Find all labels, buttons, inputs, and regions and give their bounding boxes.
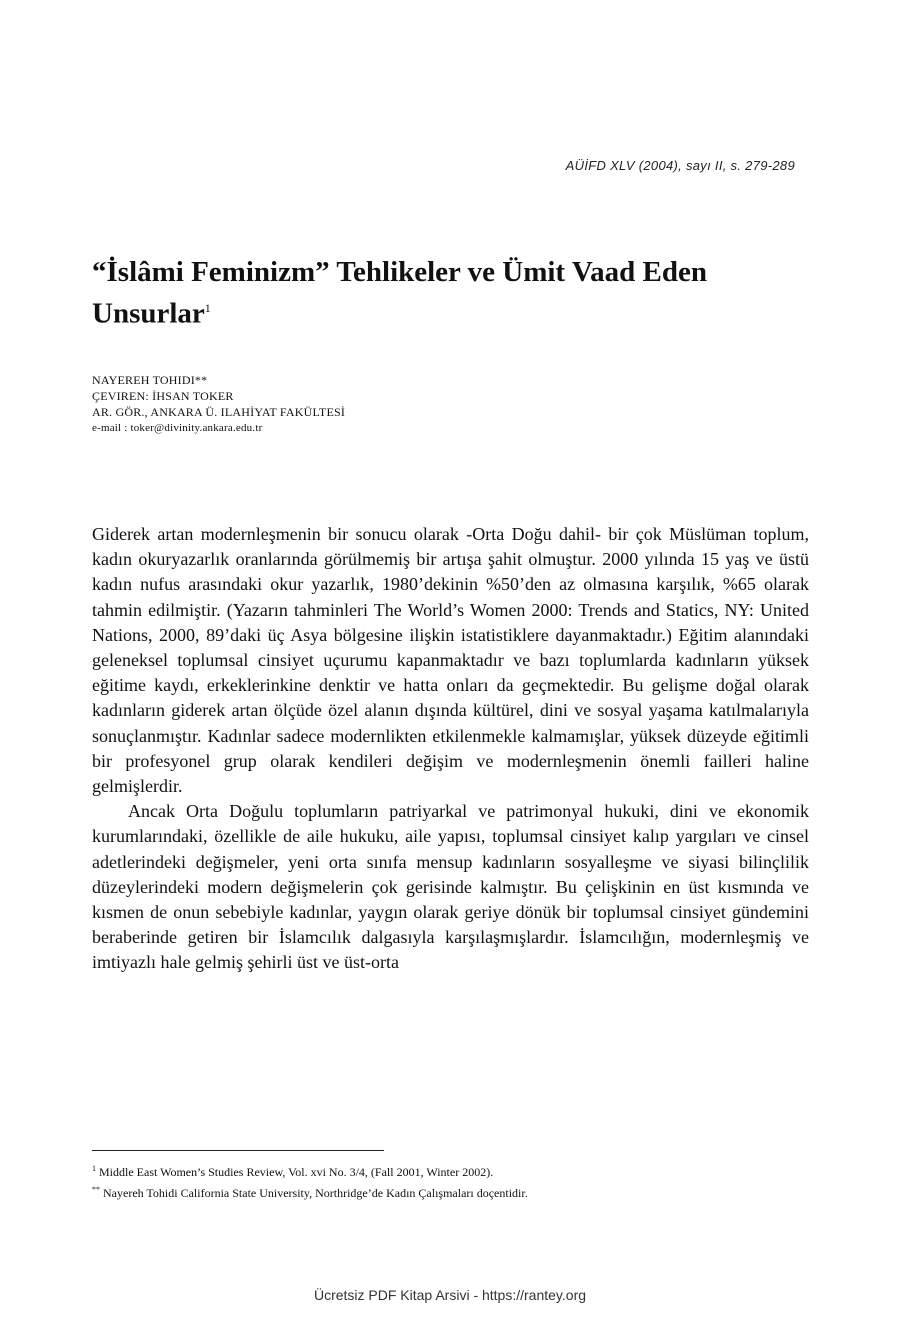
body-paragraph-2: Ancak Orta Doğulu toplumların patriyarkal ve patrimonyal hukuki, dini ve ekonomik kurumlarındaki, özellikle de aile hukuku, aile yapısı, toplumsal cinsiyet kalıp yargıları ve cinsel adetlerindeki değişmeler, yeni orta sınıfa mensup kadınların sosyalleşme ve siyasi bilinçlilik düzeylerindeki modern değişmelerin çok gerisinde kalmıştır. Bu çelişkinin en üst kısmında ve kısmen de onun sebebiyle kadınlar, yaygın olarak geriye dönük bir toplumsal cinsiyet gündemini beraberinde getiren bir İslamcılık dalgasıyla karşılaşmışlardır. İslamcılığın, modernleşmiş ve imtiyazlı hale gelmiş şehirli üst ve üst-orta <box>92 801 809 973</box>
footnote-1-text: Middle East Women’s Studies Review, Vol. xvi No. 3/4, (Fall 2001, Winter 2002). <box>99 1165 494 1179</box>
translator-affiliation: AR. GÖR., ANKARA Ü. ILAHİYAT FAKÜLTESİ <box>92 405 346 419</box>
body-paragraph-1: Giderek artan modernleşmenin bir sonucu olarak -Orta Doğu dahil- bir çok Müslüman toplum, kadın okuryazarlık oranlarında görülmemiş bir artışa şahit olmuştur. 2000 yılında 15 yaş ve üstü kadın nufus arasındaki okur yazarlık, 1980’dekinin %50’den az olmasına karşılık, %65 olarak tahmin edilmiştir. (Yazarın tahminleri The World’s Women 2000: Trends and Statics, NY: United Nations, 2000, 89’daki üç Asya bölgesine ilişkin istatistiklere dayanmaktadır.) Eğitim alanındaki geleneksel toplumsal cinsiyet uçurumu kapanmaktadır ve bazı toplumlarda kadınların yüksek eğitime kaydı, erkeklerinkine denktir ve hatta onları da geçmektedir. Bu gelişme doğal olarak kadınların giderek artan ölçüde özel alanın dışında kültürel, dini ve sosyal yaşama katılmalarıyla sonuçlanmıştır. Kadınlar sadece modernlikten etkilenmekle kalmamışlar, yüksek düzeyde eğitimli bir profesyonel grup olarak kendileri değişim ve modernleşmenin önemli failleri haline gelmişlerdir. <box>92 524 809 797</box>
footnote-2 <box>92 1181 809 1202</box>
author-name: NAYEREH TOHIDI** <box>92 373 208 387</box>
translator-email: e-mail : toker@divinity.ankara.edu.tr <box>92 422 263 434</box>
footnote-divider <box>92 1150 384 1151</box>
journal-citation: AÜİFD XLV (2004), sayı II, s. 279-289 <box>565 158 795 173</box>
footnote-1-marker: 1 <box>92 1164 96 1173</box>
page-footer: Ücretsiz PDF Kitap Arsivi - https://rantey.org <box>313 1287 587 1303</box>
author-block <box>92 372 345 436</box>
footnote-1 <box>92 1160 809 1181</box>
article-body <box>92 522 809 976</box>
title-footnote-marker: 1 <box>204 301 211 315</box>
translator-name: ÇEVIREN: İHSAN TOKER <box>92 389 234 403</box>
footnote-2-text: Nayereh Tohidi California State University, Northridge’de Kadın Çalışmaları doçentidir. <box>103 1186 528 1200</box>
article-title-text: “İslâmi Feminizm” Tehlikeler ve Ümit Vaad Eden Unsurlar <box>92 256 707 330</box>
footnotes <box>92 1160 809 1202</box>
article-title <box>92 254 812 332</box>
footnote-2-marker: ** <box>92 1185 100 1194</box>
